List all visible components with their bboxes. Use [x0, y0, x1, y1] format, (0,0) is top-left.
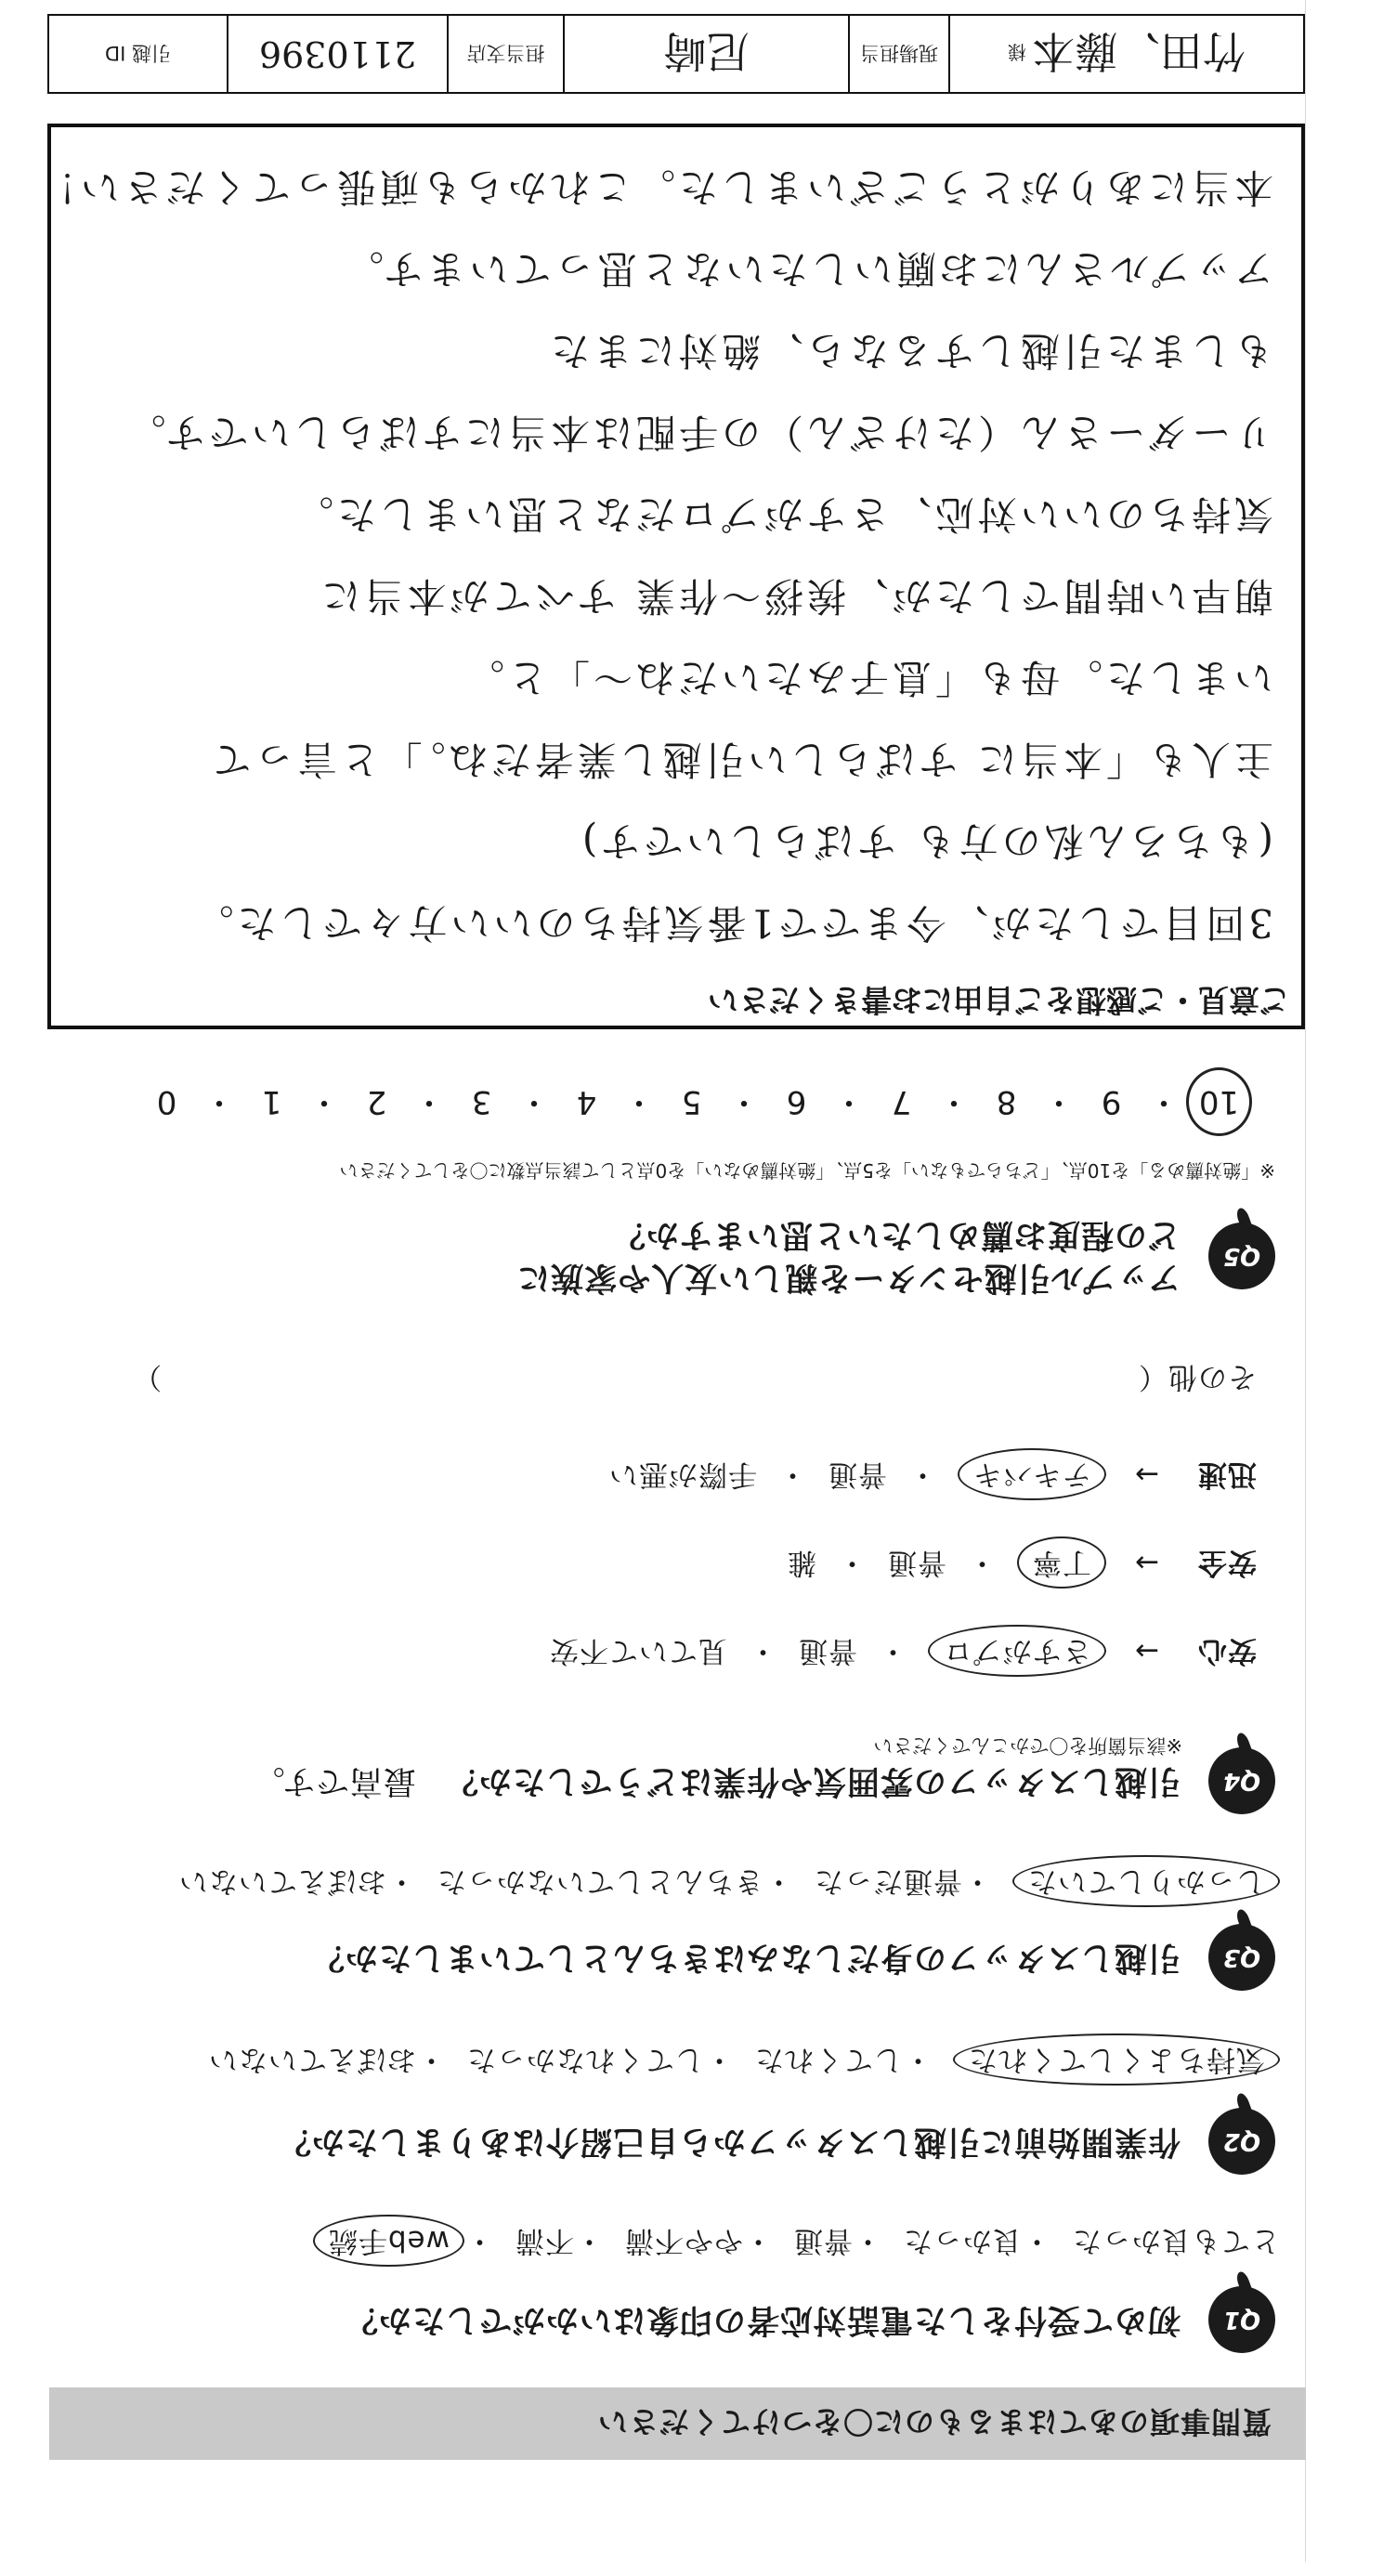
- q3-option-1[interactable]: 普通だった: [814, 1864, 962, 1898]
- q3-option-0[interactable]: しっかりしていた: [1012, 1855, 1280, 1907]
- q4-row2-option-1[interactable]: 普通: [828, 1458, 888, 1491]
- q4-row-anshin: [549, 1633, 1257, 1675]
- q5-score-4[interactable]: 4: [576, 1083, 597, 1120]
- q4-row0-option-0[interactable]: さすがプロ: [928, 1625, 1106, 1677]
- branch-label: 担当支店: [447, 16, 563, 92]
- arrow-icon: →: [1134, 1458, 1159, 1491]
- q5-question-line1: アップル引越センターを親しい友人や家族に: [516, 1259, 1181, 1296]
- option-separator: ・: [743, 2224, 773, 2257]
- q4-other-label: その他（: [1138, 1360, 1257, 1393]
- q4-question: 引越しスタッフの雰囲気や作業はどうでしたか？: [444, 1762, 1181, 1799]
- q5-note: ※「絶対薦める」を10点、「どちらでもない」を5点、「絶対薦めない」を0点として該当点数に〇をしてください: [339, 1159, 1275, 1182]
- scale-separator: ・: [623, 1083, 655, 1120]
- q5-score-2[interactable]: 2: [366, 1083, 387, 1120]
- option-separator: ・: [416, 2043, 446, 2076]
- option-separator: ・: [967, 1546, 998, 1579]
- q4-row0-option-2[interactable]: 見ていて不安: [549, 1634, 728, 1667]
- arrow-icon: →: [1134, 1634, 1159, 1667]
- option-separator: ・: [464, 2224, 494, 2257]
- option-separator: ・: [748, 1634, 778, 1667]
- q4-row-label: 安全: [1197, 1546, 1257, 1579]
- q5-score-0[interactable]: 0: [156, 1083, 177, 1120]
- q2-option-2[interactable]: してくれなかった: [466, 2043, 704, 2076]
- q1-option-0[interactable]: とても良かった: [1072, 2224, 1280, 2257]
- option-separator: ・: [837, 1546, 868, 1579]
- q3-badge: Q3: [1208, 1924, 1275, 1991]
- scale-separator: ・: [413, 1083, 445, 1120]
- q2-option-3[interactable]: おぼえていない: [208, 2043, 416, 2076]
- q5-score-1[interactable]: 1: [261, 1083, 282, 1120]
- q5-score-5[interactable]: 5: [681, 1083, 702, 1120]
- q3-option-2[interactable]: きちんとしていなかった: [437, 1864, 763, 1898]
- q1-option-5[interactable]: web手続: [313, 2215, 464, 2267]
- option-separator: ・: [907, 1458, 938, 1491]
- q3-heading: [311, 1924, 1275, 1991]
- comment-line: 3回目でしたが、今までで1番気持ちのいい方々でした。: [190, 900, 1273, 946]
- q5-score-7[interactable]: 7: [891, 1083, 912, 1120]
- q4-row-label: 安心: [1197, 1634, 1257, 1667]
- instruction-text: 質問事項のあてはまるものに〇をつけてください: [596, 2404, 1272, 2439]
- q5-score-8[interactable]: 8: [996, 1083, 1017, 1120]
- scale-separator: ・: [833, 1083, 865, 1120]
- staff-value: 竹田、藤本: [1032, 26, 1246, 76]
- comment-line: 主人も「本当に すばらしい引越し業者だね。」と言って: [208, 737, 1273, 782]
- comment-line: リーダーさん（たけざん）の手配は本当にすばらしいです。: [123, 410, 1273, 455]
- q5-score-9[interactable]: 9: [1101, 1083, 1122, 1120]
- arrow-icon: →: [1134, 1546, 1159, 1579]
- id-value: 2110396: [258, 33, 417, 74]
- scale-separator: ・: [308, 1083, 340, 1120]
- option-separator: ・: [574, 2224, 604, 2257]
- comment-line: 気持ちのいい対応、さすがプロだなと思いました。: [290, 491, 1273, 537]
- scale-separator: ・: [938, 1083, 970, 1120]
- q2-badge: Q2: [1208, 2108, 1275, 2175]
- option-separator: ・: [763, 1864, 793, 1898]
- q4-row1-option-1[interactable]: 普通: [887, 1546, 947, 1579]
- q4-note: ※該当箇所を〇でかこんでください: [873, 1734, 1182, 1757]
- comment-line: 本当にありがとうございました。これからも頑張ってください！: [33, 164, 1273, 210]
- branch-value-cell: [563, 16, 848, 92]
- q1-option-1[interactable]: 良かった: [903, 2224, 1022, 2257]
- option-separator: ・: [878, 1634, 908, 1667]
- comment-line: 朝早い時間でしたが、挨拶〜作業 すべてが本当に: [318, 573, 1273, 619]
- option-separator: ・: [777, 1458, 808, 1491]
- q4-row-label: 迅速: [1197, 1458, 1257, 1491]
- scale-separator: ・: [518, 1083, 550, 1120]
- q5-score-10[interactable]: 10: [1186, 1067, 1252, 1136]
- q5-badge: Q5: [1208, 1223, 1275, 1289]
- q3-options: [178, 1863, 1280, 1905]
- q1-heading: [345, 2286, 1275, 2353]
- q4-row1-option-2[interactable]: 雑: [787, 1546, 817, 1579]
- comment-line: いました。母も「息子みたいだね〜」と。: [461, 655, 1273, 700]
- q2-options: [208, 2042, 1280, 2084]
- q1-option-4[interactable]: 不満: [515, 2224, 574, 2257]
- q3-option-3[interactable]: おぼえていない: [178, 1864, 386, 1898]
- q4-row-other: [132, 1359, 1257, 1401]
- q5-score-6[interactable]: 6: [786, 1083, 807, 1120]
- q5-score-3[interactable]: 3: [471, 1083, 492, 1120]
- comment-line: (もちろん私の方も すばらしいです): [578, 818, 1273, 864]
- option-separator: ・: [386, 1864, 416, 1898]
- q5-heading: [516, 1213, 1275, 1299]
- staff-label: 現場担当: [848, 16, 948, 92]
- q4-row0-option-1[interactable]: 普通: [798, 1634, 858, 1667]
- instruction-banner: [49, 2387, 1306, 2460]
- q1-badge: Q1: [1208, 2286, 1275, 2353]
- q2-question: 作業開始前に引越しスタッフから自己紹介はありましたか？: [277, 2123, 1181, 2160]
- comment-line: もしまた引越しするなら、絶対にまた: [546, 328, 1273, 373]
- scale-separator: ・: [1148, 1083, 1180, 1120]
- branch-value: 尼崎: [663, 26, 750, 76]
- option-separator: ・: [903, 2043, 933, 2076]
- q2-option-1[interactable]: してくれた: [754, 2043, 903, 2076]
- comment-line: アップルさんにお願いしたいなと思っています。: [340, 246, 1273, 292]
- comment-box: [33, 124, 1305, 1029]
- option-separator: ・: [704, 2043, 734, 2076]
- staff-value-cell: [948, 16, 1303, 92]
- q1-options: [313, 2223, 1280, 2265]
- q1-question: 初めて受付をした電話対応者の印象はいかがでしたか？: [344, 2301, 1181, 2338]
- q3-question: 引越しスタッフの身だしなみはきちんとしていましたか？: [310, 1939, 1181, 1976]
- option-separator: ・: [853, 2224, 882, 2257]
- q4-row1-option-0[interactable]: 丁寧: [1017, 1536, 1106, 1589]
- q4-row-anzen: [787, 1545, 1257, 1587]
- q4-row-jinsoku: [608, 1457, 1257, 1498]
- q5-question: [516, 1213, 1181, 1299]
- id-value-cell: [227, 16, 447, 92]
- scale-separator: ・: [728, 1083, 760, 1120]
- q4-other-close: ）: [132, 1360, 163, 1393]
- q4-row2-option-2[interactable]: 手際が悪い: [608, 1458, 758, 1491]
- q1-option-2[interactable]: 普通: [793, 2224, 853, 2257]
- q1-option-3[interactable]: やや不満: [624, 2224, 743, 2257]
- q5-question-line2: どの程度お薦めしたいと思いますか？: [611, 1216, 1181, 1253]
- q4-badge: Q4: [1208, 1747, 1275, 1814]
- scale-separator: ・: [1043, 1083, 1075, 1120]
- footer-table: [47, 14, 1305, 94]
- option-separator: ・: [962, 1864, 992, 1898]
- q4-question-wrap: [252, 1759, 1181, 1802]
- scale-separator: ・: [203, 1083, 235, 1120]
- id-label: 引越 ID: [104, 42, 172, 64]
- staff-suffix: 様: [1008, 41, 1026, 64]
- q2-heading: [278, 2108, 1275, 2175]
- q4-row2-option-0[interactable]: テキパキ: [958, 1448, 1106, 1500]
- comment-title: ご意見・ご感想をご自由にお書きください: [708, 982, 1290, 1018]
- option-separator: ・: [1022, 2224, 1051, 2257]
- q4-handwritten: 最高です。: [251, 1762, 416, 1799]
- q5-scale: [137, 1067, 1252, 1136]
- q2-option-0[interactable]: 気持ちよくしてくれた: [953, 2033, 1280, 2086]
